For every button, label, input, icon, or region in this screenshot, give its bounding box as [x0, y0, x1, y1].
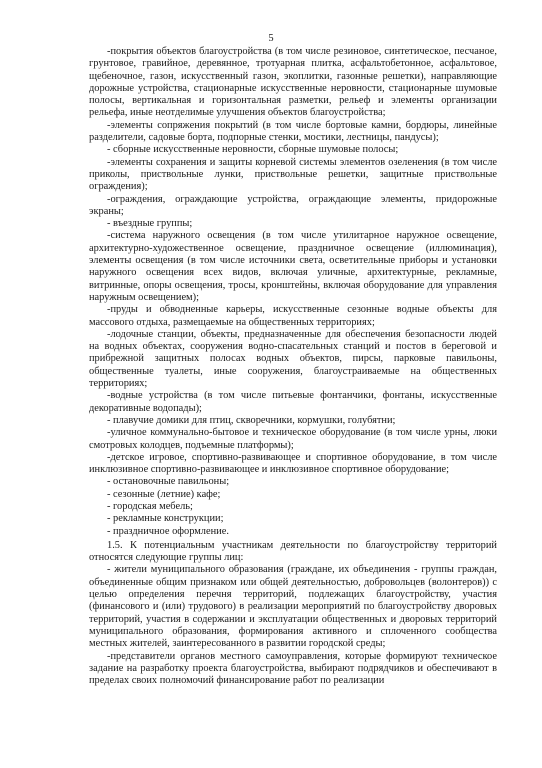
paragraph-local-government: -представители органов местного самоуправления, которые формируют техническое задание на разработку проекта благоустройства, выбирают подрядчиков и обеспечивают в пределах своих полномочий финансирование работ по реализации [89, 650, 497, 687]
paragraph-bird-houses: - плавучие домики для птиц, скворечники, кормушки, голубятни; [107, 414, 396, 426]
paragraph-surface-coverings: -покрытия объектов благоустройства (в том числе резиновое, синтетическое, песчаное, грунтовое, гравийное, деревянное, тротуарная плитка, асфальтобетонное, асфальтовое, щебеночное, газон, искусственный газон, экоплитки, газонные решетки), направляющие дорожные устройства, стационарные искусственные неровности, стационарные шумовые полосы, вертикальная и горизонтальная разметки, рельеф и элементы организации рельефа, иные неотделимые улучшения объектов благоустройства; [89, 46, 497, 119]
paragraph-fences: -ограждения, ограждающие устройства, ограждающие элементы, придорожные экраны; [89, 193, 497, 217]
paragraph-residents: - жители муниципального образования (граждане, их объединения - группы граждан, объединенные общим признаком или общей деятельностью, добровольцев (волонтеров)) с целью определения перечня территорий, подлежащих благоустройству, участия (финансового и (или) трудового) в реализации мероприятий по благоустройству дворовых территорий, участия в содержании и эксплуатации общественных и дворовых территорий муниципального образования, формирования активного и сплоченного сообщества местных жителей, заинтересованного в развитии городской среды; [89, 564, 497, 650]
paragraph-boat-stations: -лодочные станции, объекты, предназначенные для обеспечения безопасности людей на водных объектах, сооружения водно-спасательных станций и постов в береговой и прибрежной защитных полосах водных объектов, пирсы, парковые павильоны, общественные туалеты, иные сооружения, благоустраиваемые на общественных территориях; [89, 328, 497, 390]
paragraph-ponds: -пруды и обводненные карьеры, искусственные сезонные водные объекты для массового отдыха, размещаемые на общественных территориях; [89, 304, 497, 328]
page-number: 5 [268, 33, 274, 44]
paragraph-playground-equipment: -детское игровое, спортивно-развивающее и спортивное оборудование, в том числе инклюзивное спортивно-развивающее и инклюзивное спортивное оборудование; [89, 451, 497, 476]
paragraph-outdoor-lighting: -система наружного освещения (в том числе утилитарное наружное освещение, архитектурно-художественное освещение, праздничное освещение (иллюминация), элементы освещения (в том числе источники света, осветительные приборы и установки наружного освещения всех видов, включая уличные, архитектурные, рекламные, витринные, опоры освещения, тросы, кронштейны, включая оборудование для управления наружным освещением); [89, 230, 497, 303]
paragraph-speed-bumps: - сборные искусственные неровности, сборные шумовые полосы; [107, 144, 399, 156]
paragraph-water-devices: -водные устройства (в том числе питьевые фонтанчики, фонтаны, искусственные декоративные водопады); [89, 390, 497, 414]
paragraph-city-furniture: - городская мебель; [107, 500, 193, 512]
paragraph-bus-stops: - остановочные павильоны; [107, 476, 230, 488]
paragraph-street-equipment: -уличное коммунально-бытовое и техническое оборудование (в том числе урны, люки смотровых колодцев, подъемные платформы); [89, 427, 497, 451]
paragraph-section-1-5: 1.5. К потенциальным участникам деятельности по благоустройству территорий относятся следующие группы лиц: [89, 539, 497, 564]
document-body [89, 46, 497, 687]
paragraph-ad-structures: - рекламные конструкции; [107, 513, 224, 525]
paragraph-entrance-groups: - въездные группы; [107, 218, 193, 230]
paragraph-summer-cafes: - сезонные (летние) кафе; [107, 488, 221, 500]
paragraph-coverage-joints: -элементы сопряжения покрытий (в том числе бортовые камни, бордюры, линейные разделители, садовые борта, подпорные стенки, мостики, лестницы, пандусы); [89, 119, 497, 144]
paragraph-festive-decor: - праздничное оформление. [107, 525, 229, 537]
paragraph-root-protection: -элементы сохранения и защиты корневой системы элементов озеленения (в том числе приколы, приствольные лунки, приствольные решетки, защитные приствольные ограждения); [89, 156, 497, 193]
